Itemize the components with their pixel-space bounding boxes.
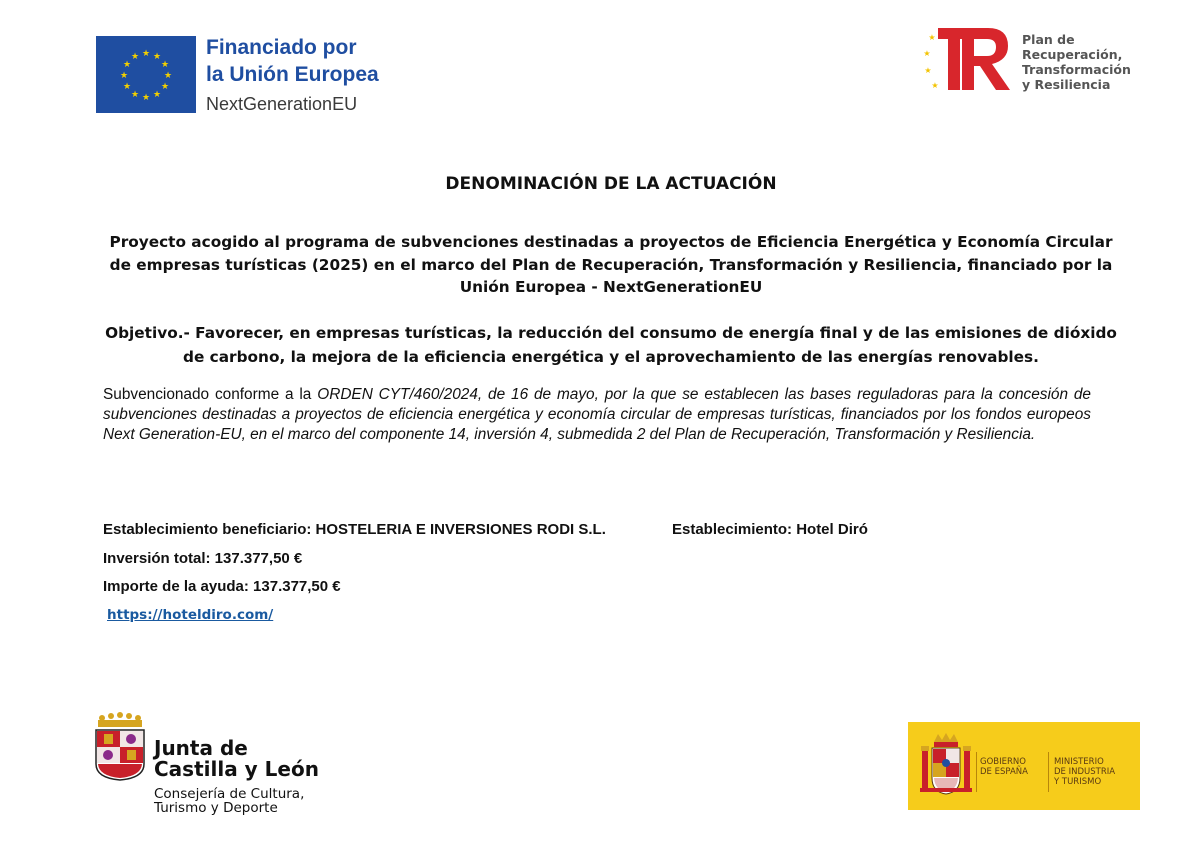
gobierno-espana-logo <box>908 722 1140 810</box>
svg-text:★: ★ <box>130 90 140 100</box>
subsidy-prefix: Subvencionado conforme a la <box>103 386 318 403</box>
eu-logo-line-1: Financiado por <box>206 36 357 59</box>
jcyl-subtitle-line-1: Consejería de Cultura, <box>154 786 305 802</box>
jcyl-name-line-2: Castilla y León <box>154 757 319 781</box>
svg-text:★: ★ <box>931 81 939 90</box>
prtr-logo-line-3: Transformación <box>1022 62 1131 77</box>
junta-castilla-leon-logo <box>92 712 372 822</box>
eu-flag-icon <box>96 36 196 113</box>
gobierno-line-1: GOBIERNO <box>980 757 1026 767</box>
svg-text:★: ★ <box>122 60 132 70</box>
subsidy-order-reference: ORDEN CYT/460/2024, de 16 de mayo, por la que se establecen las bases reguladoras para la concesión de subvenciones destinadas a proyectos de eficiencia energética y economía circular de empresas turísticas, financiados por los fondos europeos Next Generation-EU, en el marco del componente 14, inversión 4, submedida 2 del Plan de Recuperación, Transformación y Resiliencia. <box>103 386 1091 443</box>
svg-text:★: ★ <box>122 82 132 92</box>
gob-logo-divider <box>1048 752 1049 792</box>
ministerio-line-3: Y TURISMO <box>1054 777 1102 787</box>
prtr-logo <box>922 26 1152 96</box>
gob-logo-divider <box>976 752 977 792</box>
document-title: DENOMINACIÓN DE LA ACTUACIÓN <box>445 174 777 194</box>
svg-text:★: ★ <box>119 71 129 81</box>
svg-text:★: ★ <box>141 49 151 59</box>
svg-text:★: ★ <box>928 33 936 42</box>
svg-text:★: ★ <box>130 52 140 62</box>
svg-text:★: ★ <box>924 66 932 75</box>
ministerio-line-2: DE INDUSTRIA <box>1054 767 1116 777</box>
spain-coat-of-arms-icon <box>918 732 974 802</box>
subsidy-legal-text <box>103 385 1091 445</box>
svg-text:★: ★ <box>160 60 170 70</box>
svg-text:★: ★ <box>163 71 173 81</box>
objective-description: Objetivo.- Favorecer, en empresas turísticas, la reducción del consumo de energía final y de las emisiones de dióxido de carbono, la mejora de la eficiencia energética y el aprovechamiento de las energías renovables. <box>105 324 1117 366</box>
total-investment: Inversión total: 137.377,50 € <box>103 550 303 567</box>
eu-logo-line-3: NextGenerationEU <box>206 94 358 114</box>
beneficiary-company: Establecimiento beneficiario: HOSTELERIA E INVERSIONES RODI S.L. <box>103 521 606 538</box>
svg-text:★: ★ <box>152 90 162 100</box>
svg-text:★: ★ <box>923 49 931 58</box>
svg-text:★: ★ <box>141 93 151 103</box>
eu-logo-line-2: la Unión Europea <box>206 63 379 86</box>
aid-amount: Importe de la ayuda: 137.377,50 € <box>103 578 341 595</box>
hotel-website-link[interactable]: https://hoteldiro.com/ <box>107 607 274 623</box>
prtr-logo-line-1: Plan de <box>1022 32 1075 47</box>
prtr-logo-line-4: y Resiliencia <box>1022 77 1111 92</box>
svg-text:★: ★ <box>160 82 170 92</box>
establishment-name: Establecimiento: Hotel Diró <box>672 521 868 538</box>
prtr-logo-icon <box>922 26 1014 94</box>
svg-text:★: ★ <box>152 52 162 62</box>
eu-funding-logo <box>96 36 396 116</box>
prtr-logo-line-2: Recuperación, <box>1022 47 1123 62</box>
jcyl-name-line-1: Junta de <box>154 736 248 760</box>
gobierno-line-2: DE ESPAÑA <box>980 767 1028 777</box>
project-description: Proyecto acogido al programa de subvenciones destinadas a proyectos de Eficiencia Energética y Economía Circular de empresas turísticas (2025) en el marco del Plan de Recuperación, Transformación y Resiliencia, financiado por la Unión Europea - NextGenerationEU <box>109 233 1113 296</box>
ministerio-line-1: MINISTERIO <box>1054 757 1104 767</box>
jcyl-subtitle-line-2: Turismo y Deporte <box>154 800 278 816</box>
castilla-leon-shield-icon <box>92 712 148 782</box>
